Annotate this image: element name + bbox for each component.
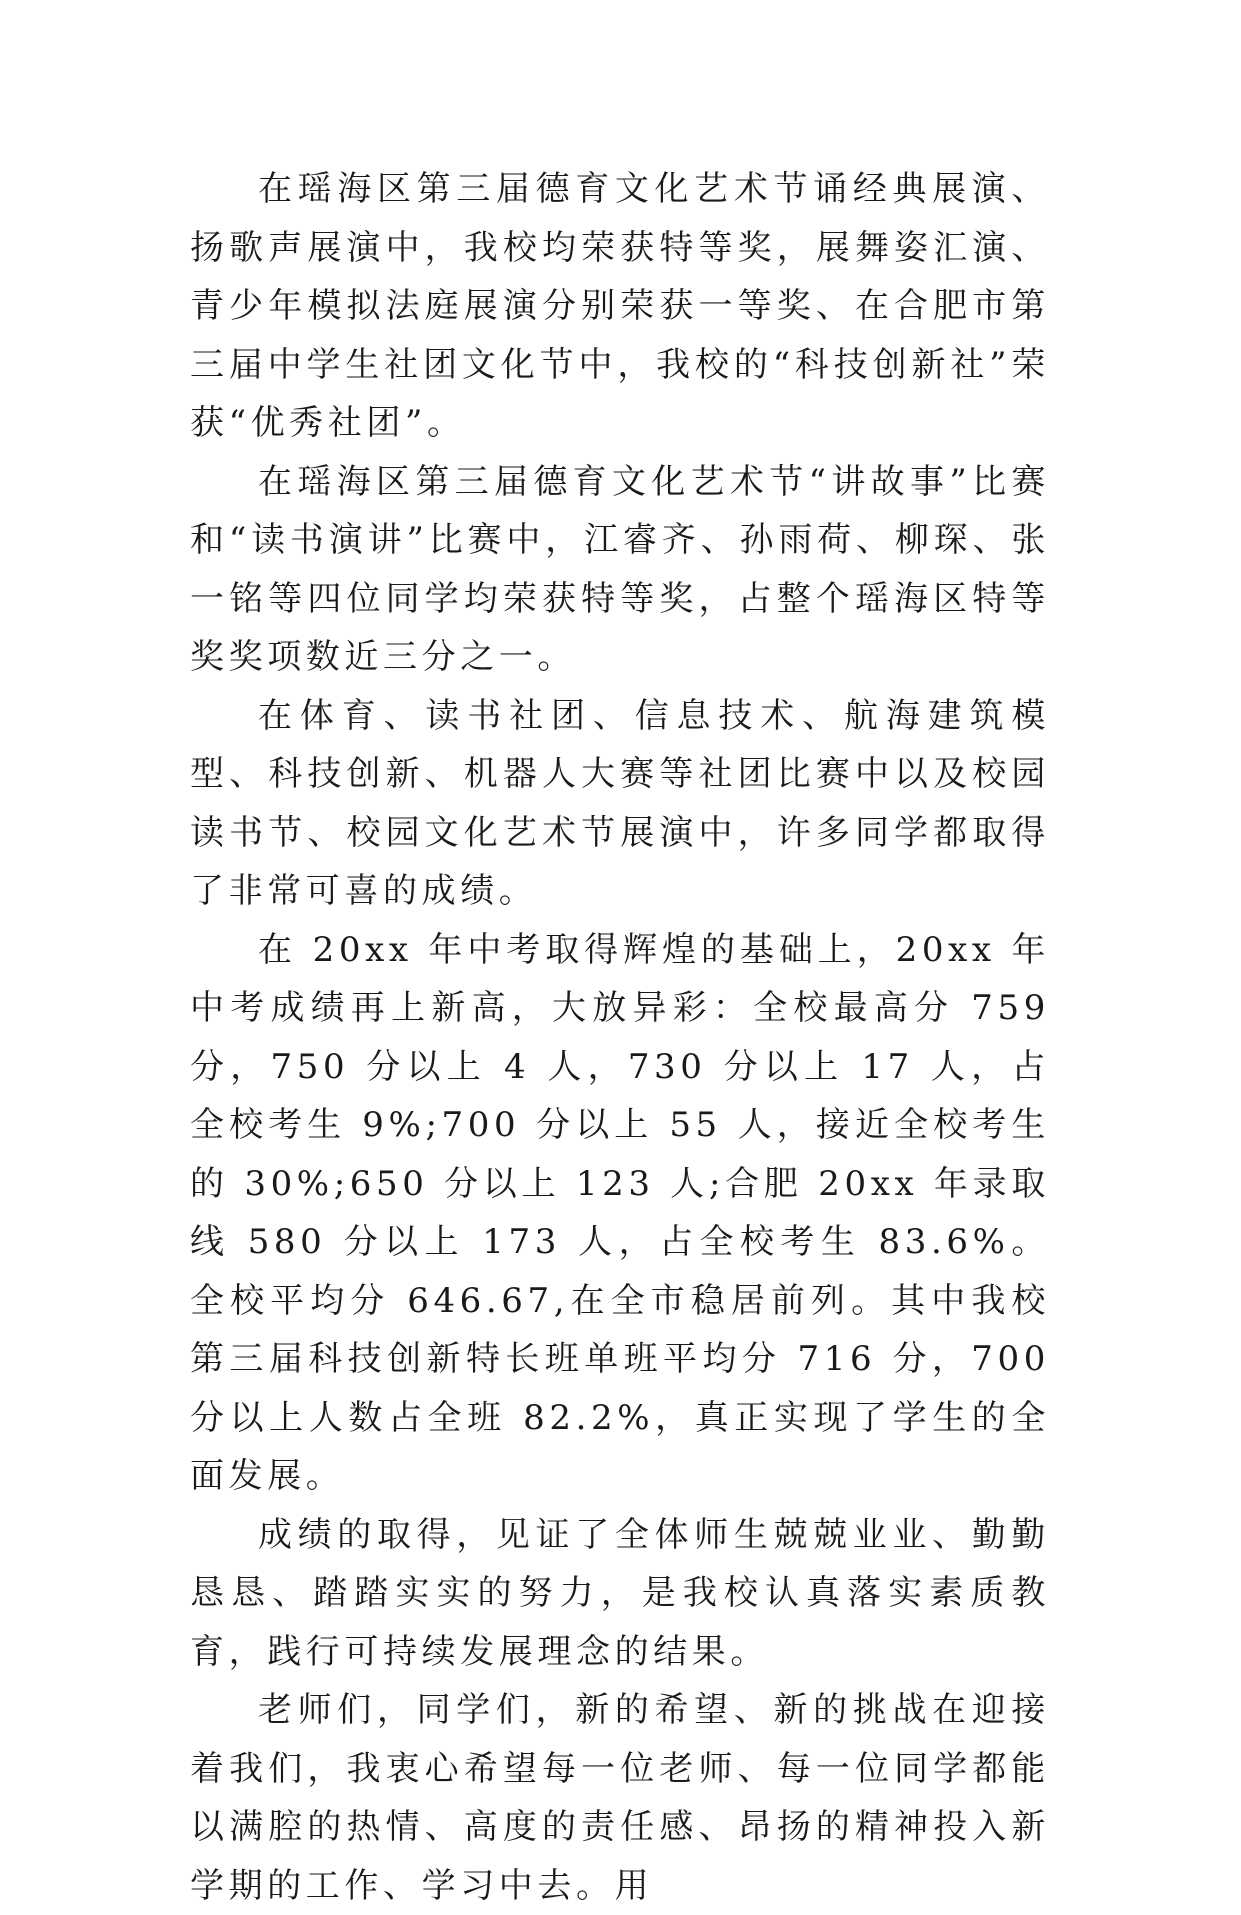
paragraph-exam-results: 在 20xx 年中考取得辉煌的基础上，20xx 年中考成绩再上新高，大放异彩：全校最高分 759 分，750 分以上 4 人，730 分以上 17 人，占全校考生 9%;700 分以上 55 人，接近全校考生的 30%;650 分以上 123 人;合肥 20xx 年录取线 580 分以上 173 人，占全校考生 83.6%。全校平均分 646.67,在全市稳居前列。其中我校第三届科技创新特长班单班平均分 716 分，700 分以上人数占全班 82.2%，真正实现了学生的全面发展。: [190, 929, 1050, 1496]
paragraph-closing-wishes: 老师们，同学们，新的希望、新的挑战在迎接着我们，我衷心希望每一位老师、每一位同学都能以满腔的热情、高度的责任感、昂扬的精神投入新学期的工作、学习中去。用: [190, 1690, 1050, 1906]
paragraph-storytelling-awards: 在瑶海区第三届德育文化艺术节“讲故事”比赛和“读书演讲”比赛中，江睿齐、孙雨荷、柳琛、张一铭等四位同学均荣获特等奖，占整个瑶海区特等奖奖项数近三分之一。: [190, 461, 1050, 677]
paragraph-arts-festival-awards: 在瑶海区第三届德育文化艺术节诵经典展演、扬歌声展演中，我校均荣获特等奖，展舞姿汇演、青少年模拟法庭展演分别荣获一等奖、在合肥市第三届中学生社团文化节中，我校的“科技创新社”荣获“优秀社团”。: [190, 169, 1050, 443]
paragraph-club-competitions: 在体育、读书社团、信息技术、航海建筑模型、科技创新、机器人大赛等社团比赛中以及校园读书节、校园文化艺术节展演中，许多同学都取得了非常可喜的成绩。: [190, 695, 1050, 911]
paragraph-achievement-summary: 成绩的取得，见证了全体师生兢兢业业、勤勤恳恳、踏踏实实的努力，是我校认真落实素质教育，践行可持续发展理念的结果。: [190, 1514, 1050, 1672]
document-body: [190, 160, 1050, 1915]
